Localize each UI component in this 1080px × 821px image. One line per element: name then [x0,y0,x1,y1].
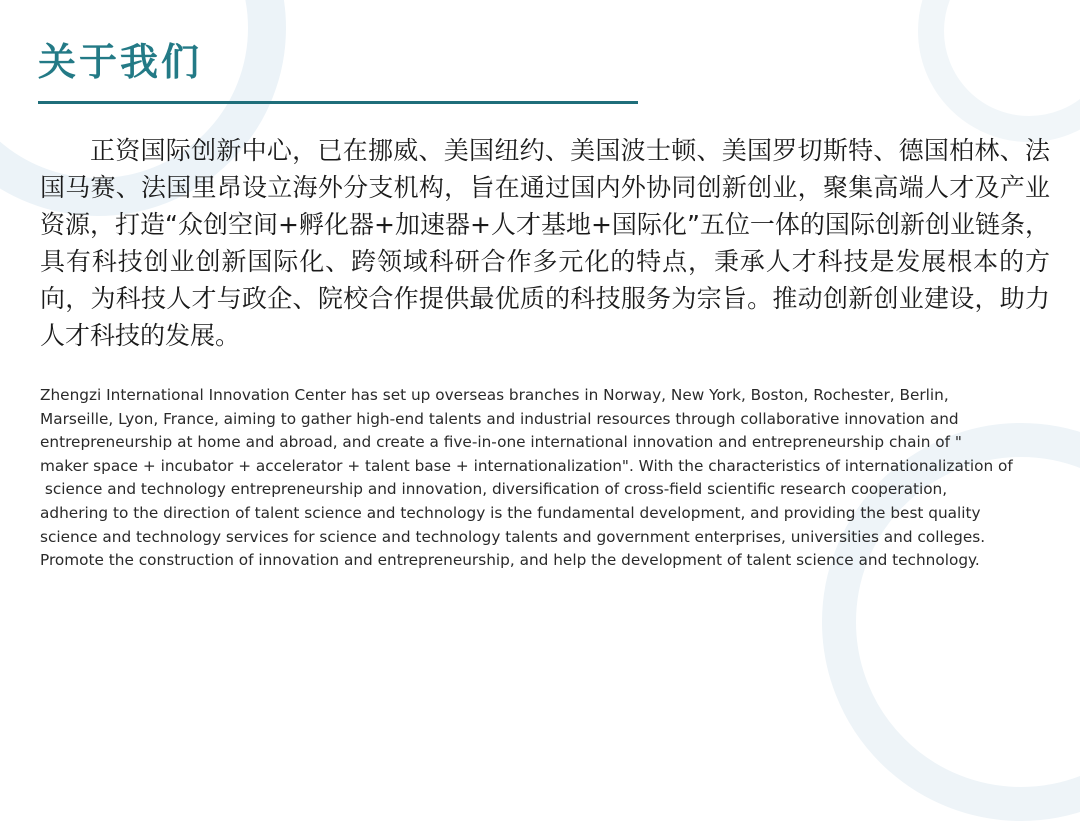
chinese-description: 正资国际创新中心，已在挪威、美国纽约、美国波士顿、美国罗切斯特、德国柏林、法国马赛、法国里昂设立海外分支机构，旨在通过国内外协同创新创业，聚集高端人才及产业资源，打造“众创空间+孵化器+加速器+人才基地+国际化”五位一体的国际创新创业链条，具有科技创业创新国际化、跨领域科研合作多元化的特点，秉承人才科技是发展根本的方向，为科技人才与政企、院校合作提供最优质的科技服务为宗旨。推动创新创业建设，助力人才科技的发展。 [40,136,1050,350]
page-title: 关于我们 [38,40,203,84]
english-line: Promote the construction of innovation and entrepreneurship, and help the development of talent science and technology. [40,551,980,570]
english-line: Zhengzi International Innovation Center has set up overseas branches in Norway, New York, Boston, Rochester, Berlin, [40,386,949,404]
english-line: Marseille, Lyon, France, aiming to gather high-end talents and industrial resources through collaborative innovation and [40,409,959,428]
english-line: science and technology entrepreneurship and innovation, diversification of cross-field scientific research cooperation, [40,480,948,499]
english-line: adhering to the direction of talent science and technology is the fundamental development, and providing the best quality [40,503,981,522]
english-line: entrepreneurship at home and abroad, and create a five-in-one international innovation and entrepreneurship chain of " [40,433,962,452]
english-line: science and technology services for science and technology talents and government enterprises, universities and colleges. [40,527,986,546]
english-description [40,384,1050,573]
decorative-arc-top-right [918,0,1080,142]
title-underline [38,101,638,104]
english-line: maker space + incubator + accelerator + talent base + internationalization". With the characteristics of internationalization of [40,456,1013,475]
